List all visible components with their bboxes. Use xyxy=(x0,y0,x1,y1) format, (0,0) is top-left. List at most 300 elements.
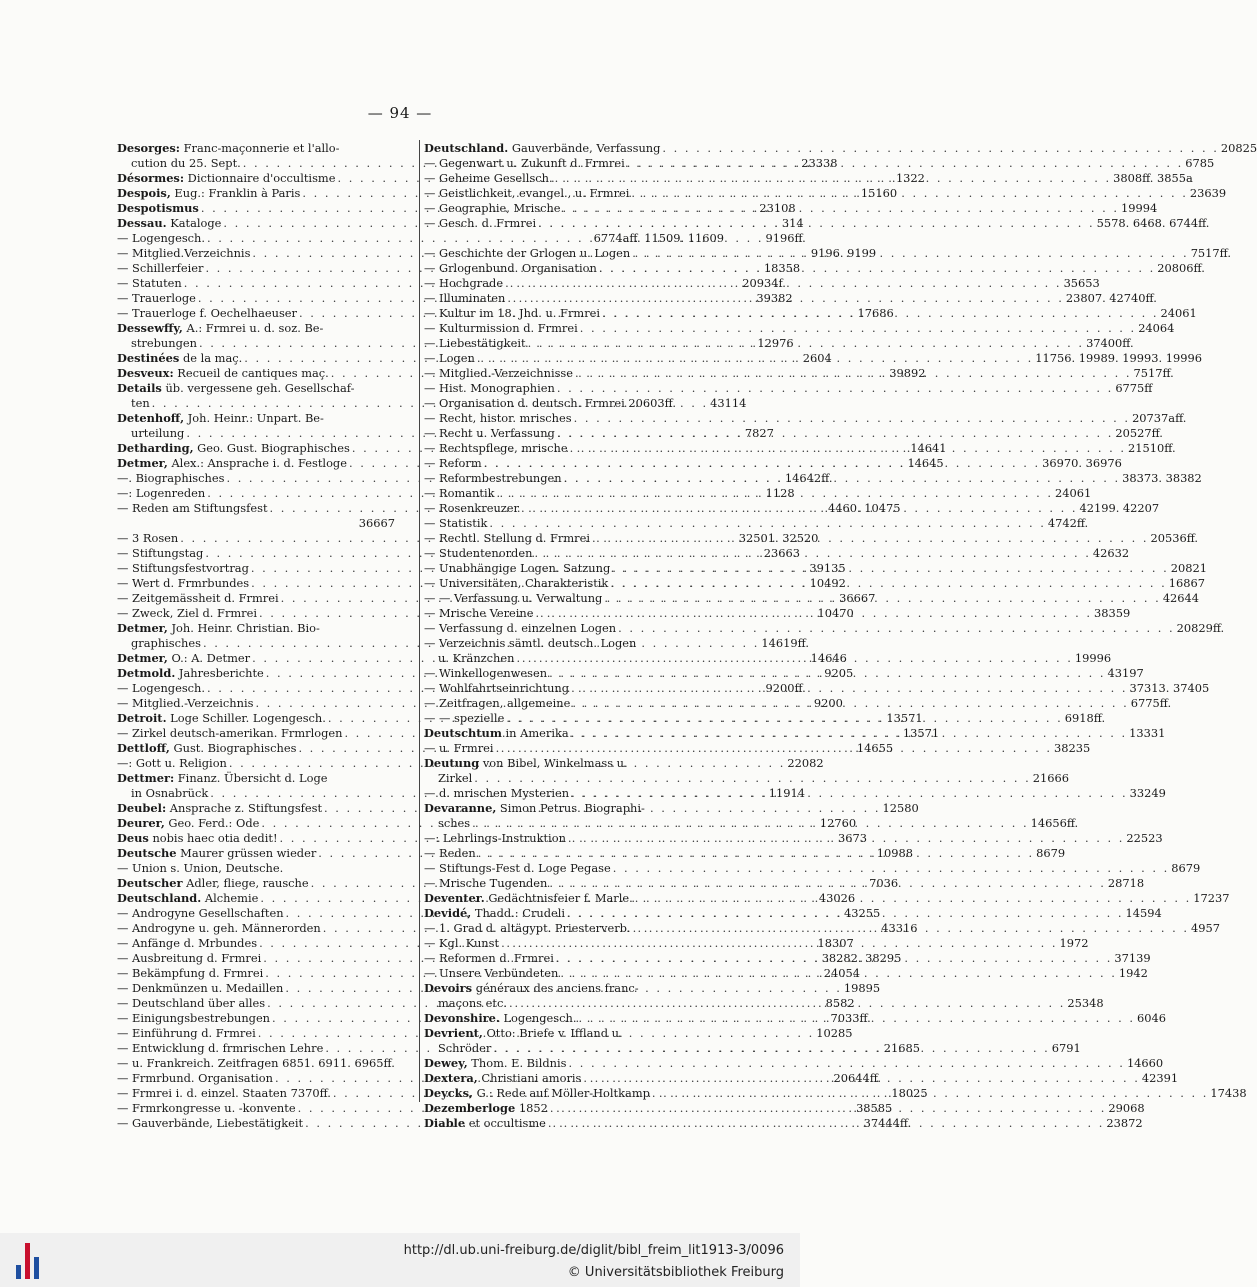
dot-leader xyxy=(474,771,1030,786)
entry-heading: Deutung xyxy=(424,756,480,770)
entry-reference-number: 20806ff. xyxy=(1157,261,1205,275)
entry-text: Devonshire. Logengesch. xyxy=(424,1011,577,1025)
entry-reference-number: 36970. 36976 xyxy=(1042,456,1122,470)
entry-reference-number: 38282. 38295 xyxy=(821,951,902,965)
entry-reference-number: 42391 xyxy=(1141,1071,1179,1085)
entry-reference-number: 43316 xyxy=(881,921,918,935)
entry-text: — Logengesch. xyxy=(117,231,206,245)
entry-heading: Deubel: xyxy=(117,801,167,815)
entry-reference-number: 39892 xyxy=(889,366,926,380)
entry-reference-number: 9200ff. xyxy=(765,681,806,695)
entry-heading: Dextera, xyxy=(424,1071,478,1085)
entry-text: — Hist. Monographien xyxy=(424,381,555,395)
entry-reference-number: 4957 xyxy=(1191,921,1221,935)
entry-reference-number: 14641 xyxy=(910,441,947,455)
entry-reference-number: 14619ff. xyxy=(761,636,809,650)
entry-text: — Rechtspflege, mrische xyxy=(424,441,568,455)
entry-reference-number: 21666 xyxy=(1032,771,1070,785)
entry-reference-number: 38359 xyxy=(1093,606,1131,620)
entry-heading: Devoirs xyxy=(424,981,473,995)
entry-reference-number: 38235 xyxy=(1054,741,1091,755)
entry-reference-number: 18358 xyxy=(763,261,801,275)
entry-heading: Dewey, xyxy=(424,1056,468,1070)
entry-reference-number: 14655 xyxy=(856,741,894,755)
entry-text: — Universitäten, Charakteristik xyxy=(424,576,609,590)
dot-leader xyxy=(575,366,1131,381)
entry-reference-number: 10492 xyxy=(809,576,846,590)
entry-reference-number: 20821 xyxy=(1170,561,1207,575)
entry-reference-number: 10988 xyxy=(876,846,914,860)
entry-text: — Einführung d. Frmrei xyxy=(117,1026,256,1040)
entry-text: Deutsche Maurer grüssen wieder xyxy=(117,846,317,860)
page-number: — 94 — xyxy=(367,104,433,122)
dot-leader xyxy=(505,276,1061,291)
entry-reference-number: 38585 xyxy=(856,1101,893,1115)
dot-leader xyxy=(550,1101,1106,1116)
entry-reference-number: 22082 xyxy=(787,756,824,770)
entry-reference-number: 12760 xyxy=(819,816,857,830)
entry-reference-number: 14645 xyxy=(907,456,944,470)
entry-reference-number: 18025 xyxy=(891,1086,928,1100)
entry-text: — Frmrei i. d. einzel. Staaten 7370ff. xyxy=(117,1086,331,1100)
entry-reference-number: 32501. 32520 xyxy=(738,531,819,545)
dot-leader xyxy=(612,561,1168,576)
entry-reference-number: 37400ff. xyxy=(1086,336,1134,350)
entry-text: — Hochgrade xyxy=(424,276,504,290)
entry-text: — Gegenwart u. Zukunft d. Frmrei xyxy=(424,156,625,170)
entry-reference-number: 10285 xyxy=(816,1026,853,1040)
entry-text: ten xyxy=(131,396,150,410)
entry-text: — Studentenorden xyxy=(424,546,533,560)
dot-leader xyxy=(618,621,1174,636)
entry-text: — Verfassung d. einzelnen Logen xyxy=(424,621,617,635)
dot-leader xyxy=(538,216,1094,231)
entry-reference-number: 23639 xyxy=(1189,186,1227,200)
entry-reference-number: 37139 xyxy=(1114,951,1151,965)
entry-text: Dessewffy, A.: Frmrei u. d. soz. Be- xyxy=(117,321,324,335)
dot-leader xyxy=(633,921,1189,936)
entry-heading: Deutscher xyxy=(117,876,183,890)
entry-reference-number: 4460. 10475 xyxy=(828,501,901,515)
entry-heading: Detmer, xyxy=(117,651,168,665)
entry-text: — Reden am Stiftungsfest xyxy=(117,501,268,515)
entry-text: — Frmrkongresse u. -konvente xyxy=(117,1101,296,1115)
dot-leader xyxy=(516,651,1072,666)
index-entry xyxy=(117,381,395,396)
entry-reference-number: 36667 xyxy=(358,516,395,530)
entry-text: Deutschland. Alchemie xyxy=(117,891,259,905)
entry-text: Dewey, Thom. E. Bildnis xyxy=(424,1056,567,1070)
index-entry xyxy=(424,396,724,411)
entry-text: — Liebestätigkeit xyxy=(424,336,526,350)
index-entry xyxy=(424,756,724,771)
dot-leader xyxy=(536,606,1092,621)
entry-text: — Union s. Union, Deutsche. xyxy=(117,861,284,875)
dot-leader xyxy=(631,186,1187,201)
index-entry xyxy=(424,231,724,246)
entry-reference-number: 6774aff. 11509. 11609 xyxy=(593,231,724,245)
dot-leader xyxy=(635,891,1191,906)
entry-text: — d. mrischen Mysterien xyxy=(424,786,570,800)
entry-text: — Denkmünzen u. Medaillen xyxy=(117,981,284,995)
entry-reference-number: 7517ff. xyxy=(1190,246,1231,260)
entry-reference-number: 6046 xyxy=(1136,1011,1166,1025)
entry-reference-number: 2604 xyxy=(802,351,832,365)
dot-leader xyxy=(632,246,1188,261)
index-entry xyxy=(117,621,395,636)
entry-text: — Entwicklung d. frmrischen Lehre xyxy=(117,1041,324,1055)
entry-reference-number: 13331 xyxy=(1129,726,1166,740)
dot-leader xyxy=(534,546,1090,561)
entry-heading: Desorges: xyxy=(117,141,180,155)
dot-leader xyxy=(528,336,1084,351)
entry-heading: Dessau. xyxy=(117,216,167,230)
entry-heading: Despois, xyxy=(117,186,171,200)
entry-reference-number: 8679 xyxy=(1171,861,1201,875)
entry-reference-number: 20644ff. xyxy=(833,1071,882,1085)
entry-text: — — spezielle xyxy=(424,711,505,725)
entry-reference-number: 23663 xyxy=(763,546,801,560)
entry-reference-number: 20527ff. xyxy=(1115,426,1163,440)
entry-text: — Bekämpfung d. Frmrei xyxy=(117,966,264,980)
dot-leader xyxy=(599,261,1155,276)
entry-text: Destinées de la maç. xyxy=(117,351,243,365)
entry-reference-number: 19996 xyxy=(1074,651,1112,665)
entry-heading: Detenhoff, xyxy=(117,411,185,425)
dot-leader xyxy=(564,471,1120,486)
entry-reference-number: 6775ff. xyxy=(1130,696,1172,710)
entry-reference-number: 17686 xyxy=(857,306,894,320)
entry-text: — Rechtl. Stellung d. Frmrei xyxy=(424,531,591,545)
entry-text: Deycks, G.: Rede auf Möller-Holtkamp xyxy=(424,1086,650,1100)
entry-reference-number: 14642ff. xyxy=(784,471,833,485)
entry-reference-number: 42644 xyxy=(1162,591,1200,605)
entry-heading: Despotismus xyxy=(117,201,199,215)
entry-text: — Recht, histor. mrisches xyxy=(424,411,572,425)
entry-text: Deutschtum in Amerika xyxy=(424,726,569,740)
dot-leader xyxy=(493,1041,1049,1056)
entry-text: Dettmer: Finanz. Übersicht d. Loge xyxy=(117,771,328,785)
entry-reference-number: 38373. 38382 xyxy=(1122,471,1202,485)
entry-text: Detmer, O.: A. Detmer xyxy=(117,651,251,665)
entry-reference-number: 3808ff. 3855a xyxy=(1113,171,1193,185)
index-entry xyxy=(117,516,395,531)
dot-leader xyxy=(549,666,1105,681)
entry-text: — Kultur im 18. Jhd. u. Frmrei xyxy=(424,306,601,320)
entry-text: — 3 Rosen xyxy=(117,531,179,545)
entry-reference-number: 14646 xyxy=(810,651,847,665)
entry-text: — — Verfassung u. Verwaltung xyxy=(424,591,603,605)
dot-leader xyxy=(602,306,1158,321)
source-url-link[interactable]: http://dl.ub.uni-freiburg.de/diglit/bibl_freim_lit1913-3/0096 xyxy=(403,1243,784,1258)
entry-reference-number: 39382 xyxy=(756,291,793,305)
index-entry xyxy=(117,771,395,786)
entry-reference-number: 9205 xyxy=(824,666,854,680)
entry-text: Devaranne, Simon Petrus. Biographi- xyxy=(424,801,645,815)
entry-text: — Androgyne Gesellschaften xyxy=(117,906,284,920)
entry-text: — Logengesch. xyxy=(117,681,206,695)
dot-leader xyxy=(555,171,1111,186)
entry-reference-number: 11914 xyxy=(768,786,805,800)
entry-reference-number: 23338 xyxy=(801,156,838,170)
entry-reference-number: 29068 xyxy=(1108,1101,1145,1115)
entry-text: — Mrische Tugenden xyxy=(424,876,548,890)
entry-reference-number: 8582 xyxy=(825,996,855,1010)
entry-text xyxy=(117,201,199,216)
entry-text: — Trauerloge xyxy=(117,291,196,305)
entry-reference-number: 6791 xyxy=(1051,1041,1081,1055)
entry-text: — Kgl. Kunst xyxy=(424,936,500,950)
dot-leader xyxy=(574,411,1130,426)
entry-text: Detmold. Jahresberichte xyxy=(117,666,264,680)
entry-reference-number: 36667 xyxy=(839,591,876,605)
entry-reference-number: 24054 xyxy=(823,966,860,980)
entry-reference-number: 1322 xyxy=(895,171,925,185)
entry-text: — Statuten xyxy=(117,276,182,290)
entry-text: Despois, Eug.: Franklin à Paris xyxy=(117,186,301,200)
dot-leader xyxy=(506,711,1062,726)
index-entry xyxy=(117,141,395,156)
dot-leader xyxy=(579,1011,1135,1026)
entry-text: sches xyxy=(438,816,471,830)
entry-reference-number: 4742ff. xyxy=(1047,516,1089,530)
entry-heading: Deus xyxy=(117,831,149,845)
entry-text: Deutung von Bibel, Winkelmass u. xyxy=(424,756,628,770)
entry-text: Devrient, Otto: Briefe v. Iffland u. xyxy=(424,1026,623,1040)
entry-text: Deurer, Geo. Ferd.: Ode xyxy=(117,816,260,830)
entry-text: — Rosenkreuzer xyxy=(424,501,519,515)
entry-text: —: Lehrlings-Instruktion xyxy=(424,831,566,845)
entry-heading: Deutschtum xyxy=(424,726,502,740)
entry-text: — Stiftungsfestvortrag xyxy=(117,561,249,575)
entry-heading: Detharding, xyxy=(117,441,194,455)
entry-text: — Kulturmission d. Frmrei xyxy=(424,321,578,335)
entry-text: Details üb. vergessene geh. Gesellschaf- xyxy=(117,381,355,395)
entry-text: — Organisation d. deutsch. Frmrei 20603ff. xyxy=(424,396,676,410)
entry-reference-number: 13571 xyxy=(886,711,923,725)
entry-text: Schröder xyxy=(438,1041,492,1055)
dot-leader xyxy=(509,996,1065,1011)
dot-leader xyxy=(568,831,1124,846)
entry-reference-number: 18307 xyxy=(817,936,854,950)
entry-reference-number: 23108 xyxy=(759,201,796,215)
entry-reference-number: 9196. 9199 xyxy=(810,246,877,260)
entry-text: Desorges: Franc-maçonnerie et l'allo- xyxy=(117,141,340,155)
entry-text: — Geistlichkeit, evangel., u. Frmrei xyxy=(424,186,630,200)
entry-reference-number: 24061 xyxy=(1054,486,1092,500)
index-entry xyxy=(424,1056,1164,1071)
entry-reference-number: 28718 xyxy=(1107,876,1145,890)
library-logo-icon xyxy=(16,1243,44,1279)
entry-heading: Detmold. xyxy=(117,666,176,680)
entry-text: Dettloff, Gust. Biographisches xyxy=(117,741,297,755)
entry-reference-number: 5578. 6468. 6744ff. xyxy=(1096,216,1210,230)
entry-reference-number: 1972 xyxy=(1059,936,1089,950)
entry-reference-number: 1942 xyxy=(1118,966,1148,980)
copyright-notice: © Universitätsbibliothek Freiburg xyxy=(567,1265,784,1280)
entry-text: — Winkellogenwesen xyxy=(424,666,548,680)
entry-text: — Stiftungstag xyxy=(117,546,204,560)
index-entry xyxy=(117,861,395,876)
entry-reference-number: 37313. 37405 xyxy=(1129,681,1210,695)
entry-reference-number: 33249 xyxy=(1129,786,1166,800)
entry-reference-number: 14656ff. xyxy=(1030,816,1079,830)
entry-text: —: Gott u. Religion xyxy=(117,756,227,770)
entry-heading: Deycks, xyxy=(424,1086,473,1100)
entry-text: — Geschichte der Grlogen u. Logen xyxy=(424,246,631,260)
index-entry xyxy=(424,411,1187,426)
column-divider xyxy=(419,140,420,1102)
dot-leader xyxy=(521,501,1077,516)
entry-reference-number: 20934f. xyxy=(742,276,786,290)
entry-reference-number: 3673 xyxy=(838,831,867,845)
entry-reference-number: 7033ff. xyxy=(830,1011,871,1025)
entry-text: — Mitglied.-Verzeichnis xyxy=(117,696,254,710)
dot-leader xyxy=(571,786,1127,801)
entry-reference-number: 35653 xyxy=(1063,276,1100,290)
entry-text: Deus nobis haec otia dedit! xyxy=(117,831,278,845)
dot-leader xyxy=(478,846,1034,861)
entry-reference-number: 19994 xyxy=(1121,201,1158,215)
entry-reference-number: 39135 xyxy=(809,561,846,575)
entry-heading: Destinées xyxy=(117,351,180,365)
entry-text: — Illuminaten xyxy=(424,291,506,305)
dot-leader xyxy=(568,1056,1124,1071)
entry-reference-number: 20536ff. xyxy=(1150,531,1199,545)
entry-text: Devoirs généraux des anciens franc- xyxy=(424,981,639,995)
dot-leader xyxy=(484,456,1040,471)
entry-text: — Verzeichnis sämtl. deutsch. Logen xyxy=(424,636,637,650)
dot-leader xyxy=(557,381,1113,396)
entry-text: — Zweck, Ziel d. Frmrei xyxy=(117,606,258,620)
entry-reference-number: 43026 xyxy=(818,891,856,905)
entry-reference-number: 6785 xyxy=(1185,156,1215,170)
entry-text: — Unsere Verbündeten xyxy=(424,966,559,980)
entry-text: — Gesch. d. Frmrei xyxy=(424,216,537,230)
dot-leader xyxy=(613,861,1169,876)
entry-reference-number: 24061 xyxy=(1160,306,1197,320)
entry-heading: Devrient, xyxy=(424,1026,483,1040)
index-entry xyxy=(424,1026,724,1041)
dot-leader xyxy=(662,141,1218,156)
dot-leader xyxy=(507,291,1063,306)
entry-text: — Anfänge d. Mrbundes xyxy=(117,936,258,950)
entry-heading: Deutsche xyxy=(117,846,177,860)
dot-leader xyxy=(557,426,1113,441)
dot-leader xyxy=(497,486,1053,501)
dot-leader xyxy=(501,936,1057,951)
index-entry xyxy=(424,381,1153,396)
entry-reference-number: 17237 xyxy=(1193,891,1230,905)
entry-text: Desveux: Recueil de cantiques maç. xyxy=(117,366,329,380)
index-entry xyxy=(424,801,724,816)
dot-leader xyxy=(571,726,1127,741)
index-entry xyxy=(424,621,1225,636)
entry-text: — Zirkel deutsch-amerikan. Frmrlogen xyxy=(117,726,343,740)
entry-text: — Reden xyxy=(424,846,476,860)
dot-leader xyxy=(627,156,1183,171)
dot-leader xyxy=(571,681,1127,696)
entry-heading: Detmer, xyxy=(117,456,168,470)
entry-reference-number: 13571 xyxy=(902,726,940,740)
entry-text: Deubel: Ansprache z. Stiftungsfest xyxy=(117,801,323,815)
entry-heading: Devaranne, xyxy=(424,801,497,815)
entry-text: — Frmrbund. Organisation xyxy=(117,1071,273,1085)
entry-heading: Dettmer: xyxy=(117,771,175,785)
entry-text: — u. Frmrei xyxy=(424,741,494,755)
entry-text: — Wohlfahrtseinrichtung xyxy=(424,681,570,695)
entry-text: Dessau. Kataloge xyxy=(117,216,222,230)
dot-leader xyxy=(604,591,1160,606)
entry-text: — Deutschland über alles xyxy=(117,996,266,1010)
entry-text: — Ausbreitung d. Frmrei xyxy=(117,951,262,965)
entry-text: urteilung xyxy=(131,426,185,440)
index-entry xyxy=(424,981,724,996)
entry-text: cution du 25. Sept. xyxy=(131,156,241,170)
dot-leader xyxy=(610,576,1166,591)
entry-text: Detenhoff, Joh. Heinr.: Unpart. Be- xyxy=(117,411,324,425)
entry-text: Detmer, Joh. Heinr. Christian. Bio- xyxy=(117,621,320,635)
entry-text: — Grlogenbund. Organisation xyxy=(424,261,597,275)
entry-text: —. Biographisches xyxy=(117,471,225,485)
entry-text: Diable et occultisme xyxy=(424,1116,546,1130)
entry-text: — Schillerfeier xyxy=(117,261,204,275)
entry-reference-number: 22523 xyxy=(1126,831,1163,845)
entry-reference-number: 20737aff. xyxy=(1132,411,1187,425)
entry-heading: Dezemberloge xyxy=(424,1101,516,1115)
entry-reference-number: 23872 xyxy=(1106,1116,1143,1130)
entry-text: — Unabhängige Logen. Satzung xyxy=(424,561,611,575)
entry-reference-number: 43114 xyxy=(710,396,747,410)
entry-reference-number: 6918ff. xyxy=(1064,711,1106,725)
entry-reference-number: 12976 xyxy=(757,336,794,350)
dot-leader xyxy=(563,201,1119,216)
entry-text: —: Logenreden xyxy=(117,486,206,500)
entry-reference-number: 24064 xyxy=(1138,321,1175,335)
entry-heading: Dessewffy, xyxy=(117,321,183,335)
entry-heading: Devidé, xyxy=(424,906,472,920)
entry-reference-number: 8679 xyxy=(1036,846,1066,860)
entry-text: — u. Frankreich. Zeitfragen 6851. 6911. 6965ff. xyxy=(117,1056,395,1070)
entry-heading: Detroit. xyxy=(117,711,167,725)
index-entry xyxy=(117,1056,395,1071)
entry-heading: Désormes: xyxy=(117,171,185,185)
dot-leader xyxy=(489,516,1045,531)
entry-reference-number: 25348 xyxy=(1067,996,1104,1010)
entry-reference-number: 23807. 42740ff. xyxy=(1065,291,1157,305)
entry-reference-number: 7517ff. xyxy=(1133,366,1174,380)
entry-text: — Wert d. Frmrbundes xyxy=(117,576,250,590)
entry-text: — Mitglied.-Verzeichnisse xyxy=(424,366,574,380)
dot-leader xyxy=(496,741,1052,756)
entry-text: in Osnabrück xyxy=(131,786,209,800)
entry-text: — Stiftungs-Fest d. Loge Pegase xyxy=(424,861,611,875)
entry-text: — Zeitgemässheit d. Frmrei xyxy=(117,591,279,605)
entry-text: — Trauerloge f. Oechelhaeuser xyxy=(117,306,297,320)
entry-text: u. Kränzchen xyxy=(438,651,515,665)
entry-reference-number: 11756. 19989. 19993. 19996 xyxy=(1035,351,1202,365)
dot-leader xyxy=(477,351,1033,366)
entry-text: — Androgyne u. geh. Männerorden xyxy=(117,921,321,935)
entry-text: — Logen xyxy=(424,351,475,365)
dot-leader xyxy=(549,876,1105,891)
entry-text: — Mitglied.Verzeichnis xyxy=(117,246,251,260)
entry-text: Deventer. Gedächtnisfeier f. Marle. xyxy=(424,891,633,905)
entry-reference-number: 20825 xyxy=(1220,141,1257,155)
entry-reference-number: 15160 xyxy=(860,186,898,200)
dot-leader xyxy=(580,321,1136,336)
dot-leader xyxy=(567,906,1123,921)
